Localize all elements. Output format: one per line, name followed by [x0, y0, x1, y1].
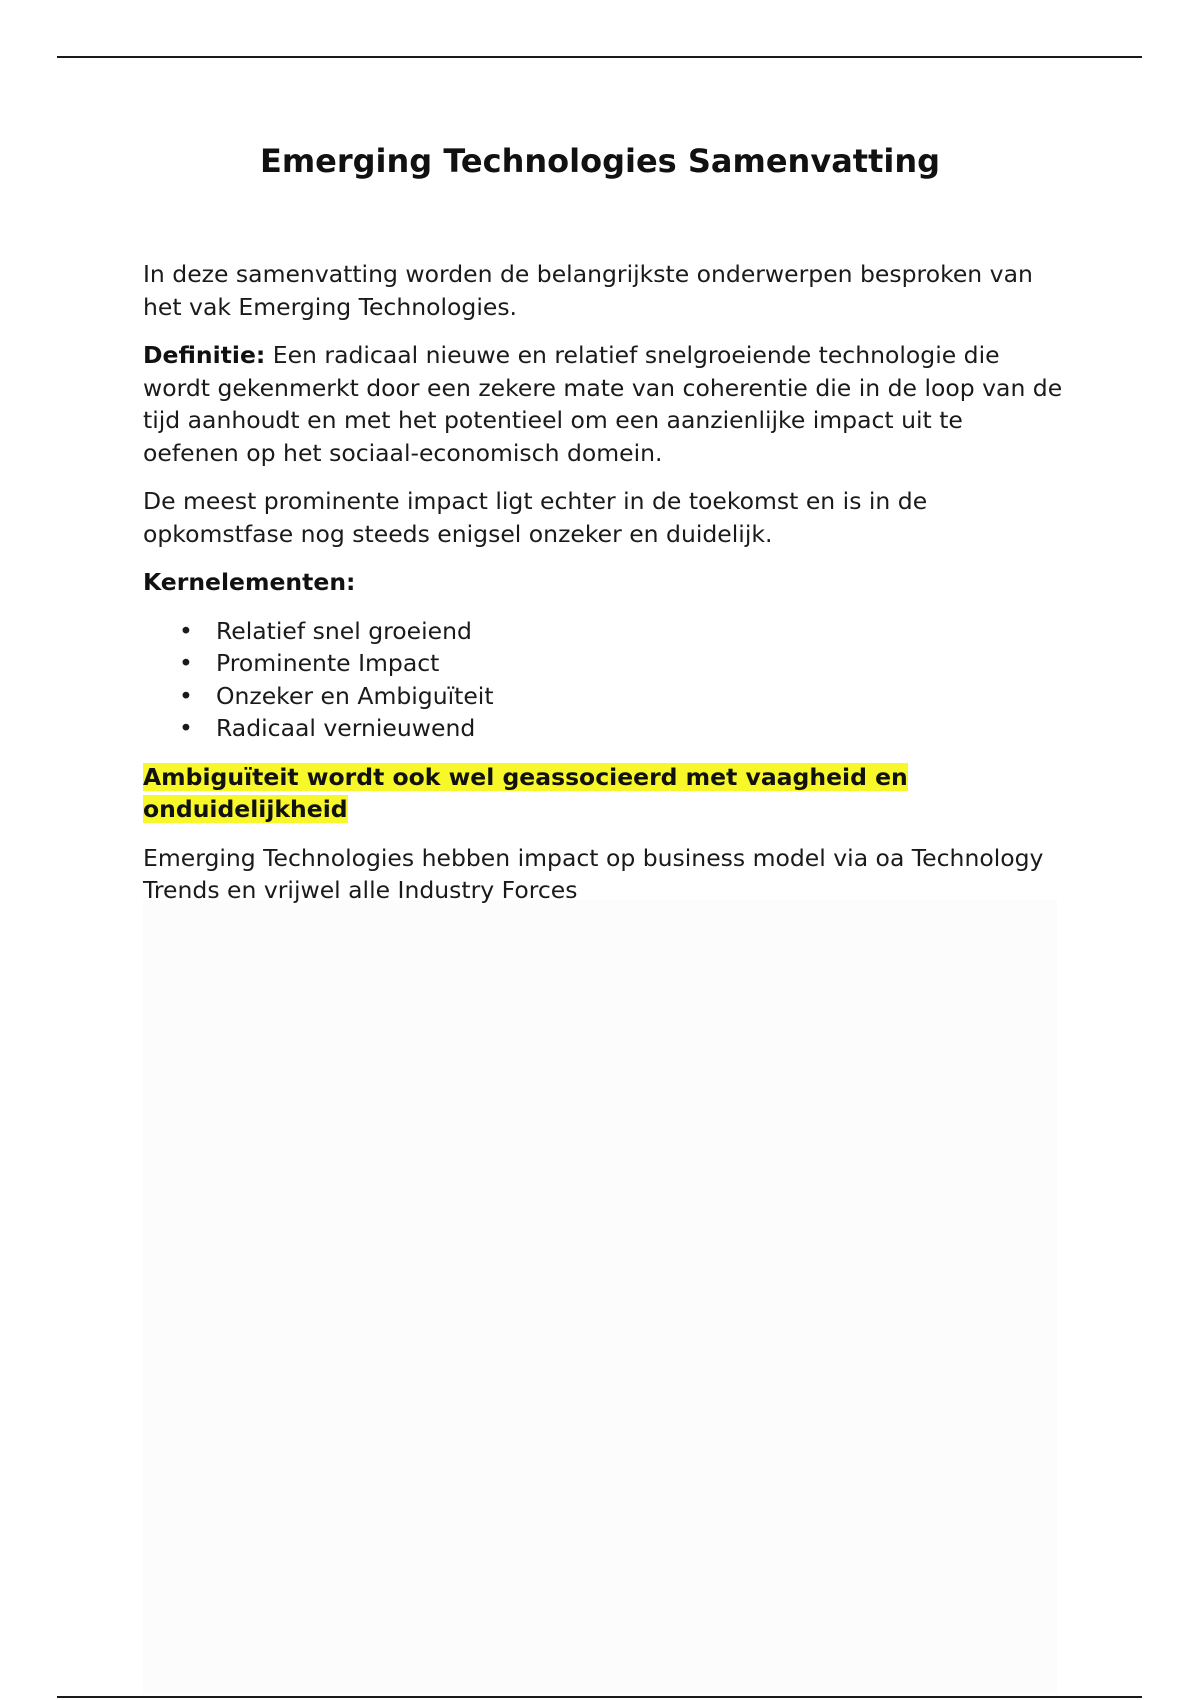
list-item: [143, 712, 1063, 745]
document-body: [143, 258, 1063, 923]
definition-paragraph: [143, 339, 1063, 469]
kernelementen-heading: Kernelementen:: [143, 568, 356, 596]
closing-paragraph: Emerging Technologies hebben impact op business model via oa Technology Trends en vrijwel alle Industry Forces: [143, 843, 1044, 904]
bullet-icon: •: [179, 681, 193, 710]
list-item: [143, 615, 1063, 648]
highlight-paragraph: [143, 761, 1063, 826]
footer-rule: [57, 1696, 1142, 1698]
kernelementen-list: [143, 615, 1063, 745]
bullet-icon: •: [179, 714, 193, 742]
bullet-icon: •: [179, 649, 193, 677]
impact-paragraph: De meest prominente impact ligt echter in de toekomst en is in de opkomstfase nog steeds enigsel onzeker en duidelijk.: [143, 487, 928, 548]
list-item: [143, 680, 1063, 713]
list-item-label: Prominente Impact: [216, 649, 440, 677]
definition-text: Een radicaal nieuwe en relatief snelgroeiende technologie die wordt gekenmerkt door een zekere mate van coherentie die in de loop van de tijd aanhoudt en met het potentieel om een aanzienlijke impact uit te oefenen op het sociaal-economisch domein.: [143, 341, 1063, 467]
page-background: [143, 900, 1057, 1694]
header-rule: [57, 56, 1142, 58]
list-item: [143, 647, 1063, 680]
definition-label: Definitie:: [143, 341, 266, 369]
intro-paragraph: In deze samenvatting worden de belangrijkste onderwerpen besproken van het vak Emerging Technologies.: [143, 260, 1033, 321]
list-item-label: Radicaal vernieuwend: [216, 714, 476, 742]
list-item-label: Onzeker en Ambiguïteit: [216, 681, 494, 710]
page-title: Emerging Technologies Samenvatting: [259, 142, 941, 180]
bullet-icon: •: [179, 616, 193, 645]
list-item-label: Relatief snel groeiend: [216, 616, 472, 645]
highlighted-text: Ambiguïteit wordt ook wel geassocieerd met vaagheid en onduidelijkheid: [143, 762, 908, 823]
